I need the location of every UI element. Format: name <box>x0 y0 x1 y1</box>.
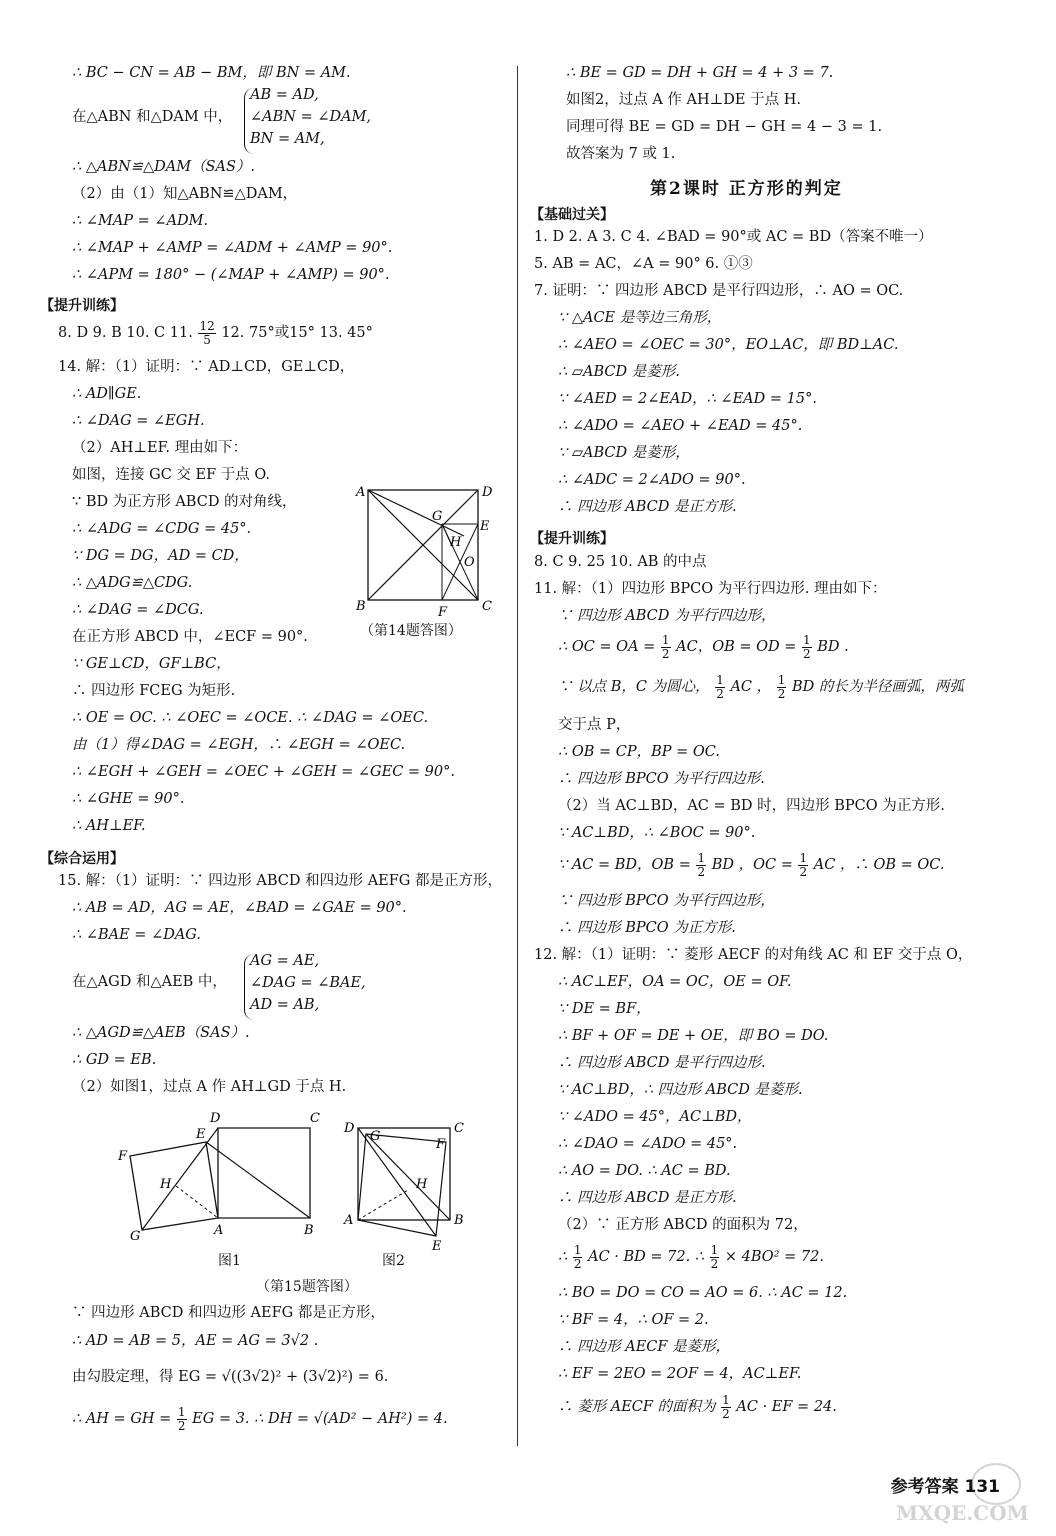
line: ∴ ∠AEO = ∠OEC = 30°，EO⊥AC，即 BD⊥AC. <box>558 337 899 353</box>
line: ∴ ∠DAO = ∠ADO = 45°. <box>558 1136 738 1152</box>
line: 15. 解：（1）证明：∵ 四边形 ABCD 和四边形 AEFG 都是正方形， <box>58 873 503 889</box>
line: ∵ GE⊥CD，GF⊥BC， <box>72 656 231 672</box>
fraction: $\frac{1}{2}$ <box>661 633 670 661</box>
line <box>558 852 945 878</box>
line: 在△AGD 和△AEB 中， <box>72 974 227 990</box>
figure-15-2-diagram <box>336 1114 476 1254</box>
point-label: E <box>480 519 490 534</box>
line: ∴ OB = CP，BP = OC. <box>558 744 720 760</box>
line: ∴ AD∥GE. <box>72 386 142 402</box>
line: ∴ ∠GHE = 90°. <box>72 791 185 807</box>
line: （2）AH⊥EF. 理由如下： <box>72 440 248 456</box>
line: ∵ ▱ABCD 是菱形， <box>558 445 690 461</box>
point-label: B <box>356 599 366 614</box>
system-row: AB = AD, <box>250 87 319 103</box>
line: ∴ 四边形 FCEG 为矩形. <box>72 683 236 699</box>
figure-15-1-diagram <box>110 1106 320 1246</box>
line: ∵ ∠AED = 2∠EAD，∴ ∠EAD = 15°. <box>558 391 817 407</box>
answers: 8. D 9. B 10. C 11. <box>58 325 193 342</box>
fraction: $\frac{1}{2}$ <box>803 633 811 661</box>
line: 故答案为 7 或 1. <box>566 146 676 162</box>
line: ∴ AD = AB = 5，AE = AG = 3√2 . <box>72 1333 319 1349</box>
point-label: F <box>118 1149 128 1164</box>
line: （2）∵ 正方形 ABCD 的面积为 72， <box>558 1217 808 1233</box>
line: ∴ AB = AD，AG = AE，∠BAD = ∠GAE = 90°. <box>72 900 407 916</box>
line: 如图2，过点 A 作 AH⊥DE 于点 H. <box>566 92 801 108</box>
answer-line <box>58 320 373 346</box>
line: ∴ 四边形 BPCO 为平行四边形. <box>558 771 765 787</box>
line: ∴ ∠MAP = ∠ADM. <box>72 213 209 229</box>
text: ∴ <box>558 1249 568 1266</box>
page-footer: 参考答案 131 <box>890 1477 1000 1497</box>
fraction: $\frac{1}{2}$ <box>777 673 786 701</box>
point-label: C <box>454 1121 464 1136</box>
line: 同理可得 BE = GD = DH − GH = 4 − 3 = 1. <box>566 119 883 135</box>
line: ∴ ∠EGH + ∠GEH = ∠OEC + ∠GEH = ∠GEC = 90°. <box>72 764 455 780</box>
figure-caption: （第15题答图） <box>256 1279 358 1295</box>
line: ∵ AC⊥BD，∴ ∠BOC = 90°. <box>558 825 756 841</box>
line: ∴ BO = DO = CO = AO = 6. ∴ AC = 12. <box>558 1285 848 1301</box>
line: （2）如图1，过点 A 作 AH⊥GD 于点 H. <box>72 1079 347 1095</box>
line: ∵ ∠ADO = 45°，AC⊥BD， <box>558 1109 752 1125</box>
line <box>558 674 964 700</box>
section-heading: 【提升训练】 <box>530 531 614 547</box>
line: ∵ 四边形 ABCD 为平行四边形， <box>558 608 776 624</box>
line: ∴ △ABN≌△DAM（SAS）. <box>72 159 255 175</box>
point-label: H <box>450 535 462 550</box>
equation-system <box>244 88 371 154</box>
line: 由（1）得∠DAG = ∠EGH，∴ ∠EGH = ∠OEC. <box>72 737 406 753</box>
line: ∴ ∠ADG = ∠CDG = 45°. <box>72 521 252 537</box>
line: 12. 解：（1）证明：∵ 菱形 AECF 的对角线 AC 和 EF 交于点 O， <box>534 947 973 963</box>
line: ∴ 四边形 AECF 是菱形， <box>558 1339 731 1355</box>
text: AC · BD = 72. ∴ <box>588 1249 705 1266</box>
line: ∴ ∠ADO = ∠AEO + ∠EAD = 45°. <box>558 418 803 434</box>
point-label: B <box>454 1213 464 1228</box>
line: 14. 解：（1）证明：∵ AD⊥CD，GE⊥CD， <box>58 359 355 375</box>
point-label: H <box>160 1177 172 1192</box>
equation-system <box>244 954 366 1020</box>
line: ∵ BD 为正方形 ABCD 的对角线， <box>72 494 297 510</box>
system-row: ∠DAG = ∠BAE, <box>250 975 366 991</box>
line: ∴ ∠DAG = ∠DCG. <box>72 602 204 618</box>
line <box>558 1244 824 1270</box>
line: 如图，连接 GC 交 EF 于点 O. <box>72 467 271 483</box>
text: BD . <box>817 639 849 656</box>
section-heading: 【基础过关】 <box>530 207 614 223</box>
line: 交于点 P， <box>558 717 631 733</box>
text: AC ，∴ OB = OC. <box>813 857 945 874</box>
line: ∴ 四边形 ABCD 是平行四边形. <box>558 1055 766 1071</box>
line: 1. D 2. A 3. C 4. ∠BAD = 90°或 AC = BD（答案不唯一） <box>534 229 933 245</box>
fraction: $\frac{1}{2}$ <box>573 1243 582 1271</box>
point-label: F <box>438 605 448 620</box>
system-row: AD = AB, <box>250 997 320 1013</box>
point-label: G <box>130 1229 141 1244</box>
line: 由勾股定理，得 EG = √((3√2)² + (3√2)²) = 6. <box>72 1369 389 1385</box>
text: AC ， <box>730 679 772 696</box>
line: ∵ DE = BF， <box>558 1001 651 1017</box>
point-label: G <box>370 1129 381 1144</box>
point-label: F <box>436 1137 446 1152</box>
point-label: B <box>304 1223 314 1238</box>
point-label: D <box>344 1121 355 1136</box>
line: ∴ ▱ABCD 是菱形. <box>558 364 680 380</box>
point-label: O <box>464 555 475 570</box>
line: 在正方形 ABCD 中，∠ECF = 90°. <box>72 629 308 645</box>
point-label: A <box>344 1213 354 1228</box>
column-divider <box>517 66 518 1446</box>
line: ∴ AH⊥EF. <box>72 818 146 834</box>
line: ∵ BF = 4，∴ OF = 2. <box>558 1312 709 1328</box>
fraction: $\frac{1}{2}$ <box>716 673 724 701</box>
point-label: C <box>310 1111 320 1126</box>
point-label: A <box>356 485 366 500</box>
point-label: E <box>196 1127 206 1142</box>
point-label: H <box>416 1177 428 1192</box>
line <box>72 1406 448 1432</box>
line: （2）当 AC⊥BD，AC = BD 时，四边形 BPCO 为正方形. <box>558 798 945 814</box>
line <box>558 634 849 660</box>
answers: 12. 75°或15° 13. 45° <box>221 325 373 342</box>
line: ∴ ∠BAE = ∠DAG. <box>72 927 201 943</box>
figure-label: 图1 <box>218 1253 241 1269</box>
line: ∵ DG = DG，AD = CD， <box>72 548 249 564</box>
fraction: $\frac{1}{2}$ <box>177 1405 186 1433</box>
figure-label: 图2 <box>382 1253 405 1269</box>
line: ∴ ∠APM = 180° − (∠MAP + ∠AMP) = 90°. <box>72 267 390 283</box>
text: EG = 3. ∴ DH = √(AD² − AH²) = 4. <box>192 1411 448 1428</box>
watermark-text: MXQE.COM <box>896 1501 1029 1525</box>
section-heading: 【综合运用】 <box>40 851 124 867</box>
line: ∵ AC⊥BD，∴ 四边形 ABCD 是菱形. <box>558 1082 803 1098</box>
text: ∴ 菱形 AECF 的面积为 <box>558 1399 716 1416</box>
line: ∵ 四边形 BPCO 为平行四边形， <box>558 893 775 909</box>
fraction: $\frac{1}{2}$ <box>710 1243 719 1271</box>
line: ∴ 四边形 BPCO 为正方形. <box>558 920 736 936</box>
system-row: BN = AM, <box>250 131 325 147</box>
fraction: $\frac{1}{2}$ <box>697 851 706 879</box>
watermark-logo <box>886 1458 1036 1528</box>
fraction: $\frac{1}{2}$ <box>722 1393 730 1421</box>
line <box>558 1394 837 1420</box>
system-row: AG = AE, <box>250 953 320 969</box>
point-label: E <box>432 1239 442 1254</box>
line: ∴ 四边形 ABCD 是正方形. <box>558 1190 737 1206</box>
text: BD 的长为半径画弧，两弧 <box>791 679 964 696</box>
section-heading: 【提升训练】 <box>40 298 124 314</box>
point-label: D <box>482 485 493 500</box>
point-label: D <box>210 1111 221 1126</box>
line: ∴ EF = 2EO = 2OF = 4，AC⊥EF. <box>558 1366 802 1382</box>
line: ∴ 四边形 ABCD 是正方形. <box>558 499 737 515</box>
line: ∵ 四边形 ABCD 和四边形 AEFG 都是正方形， <box>72 1305 385 1321</box>
system-row: ∠ABN = ∠DAM, <box>250 109 372 125</box>
line: ∴ △ADG≌△CDG. <box>72 575 193 591</box>
point-label: G <box>432 509 443 524</box>
fraction: $\frac{1}{2}$ <box>799 851 808 879</box>
line: ∴ BC − CN = AB − BM，即 BN = AM. <box>72 65 351 81</box>
text: ∴ OC = OA = <box>558 639 656 656</box>
line: ∴ OE = OC. ∴ ∠OEC = ∠OCE. ∴ ∠DAG = ∠OEC. <box>72 710 429 726</box>
line: ∴ △AGD≌△AEB（SAS）. <box>72 1025 250 1041</box>
text: AC，OB = OD = <box>676 639 797 656</box>
line: 在△ABN 和△DAM 中， <box>72 109 233 125</box>
lesson-title: 第2课时 正方形的判定 <box>650 179 843 199</box>
point-label: A <box>214 1223 224 1238</box>
line: ∴ ∠MAP + ∠AMP = ∠ADM + ∠AMP = 90°. <box>72 240 393 256</box>
line: 8. C 9. 25 10. AB 的中点 <box>534 554 707 570</box>
text: × 4BO² = 72. <box>724 1249 824 1266</box>
line: ∴ BE = GD = DH + GH = 4 + 3 = 7. <box>566 65 834 81</box>
line: 7. 证明：∵ 四边形 ABCD 是平行四边形，∴ AO = OC. <box>534 283 904 299</box>
line: ∵ △ACE 是等边三角形， <box>558 310 722 326</box>
figure-14-diagram <box>352 476 502 626</box>
text: ∵ 以点 B，C 为圆心， <box>558 679 710 696</box>
text: AC · EF = 24. <box>736 1399 837 1416</box>
line: ∴ AC⊥EF，OA = OC，OE = OF. <box>558 974 792 990</box>
fraction: $\frac{12}{5}$ <box>199 319 215 347</box>
line: ∴ BF + OF = DE + OE，即 BO = DO. <box>558 1028 829 1044</box>
line: 11. 解：（1）四边形 BPCO 为平行四边形. 理由如下： <box>534 581 887 597</box>
line: ∴ AO = DO. ∴ AC = BD. <box>558 1163 731 1179</box>
text: BD ，OC = <box>711 857 793 874</box>
text: ∵ AC = BD，OB = <box>558 857 691 874</box>
line: ∴ ∠ADC = 2∠ADO = 90°. <box>558 472 746 488</box>
figure-caption: （第14题答图） <box>360 623 462 639</box>
line: （2）由（1）知△ABN≌△DAM， <box>72 186 298 202</box>
text: ∴ AH = GH = <box>72 1411 172 1428</box>
point-label: C <box>482 599 492 614</box>
line: ∴ ∠DAG = ∠EGH. <box>72 413 205 429</box>
line: 5. AB = AC，∠A = 90° 6. ①③ <box>534 256 753 272</box>
line: ∴ GD = EB. <box>72 1052 157 1068</box>
